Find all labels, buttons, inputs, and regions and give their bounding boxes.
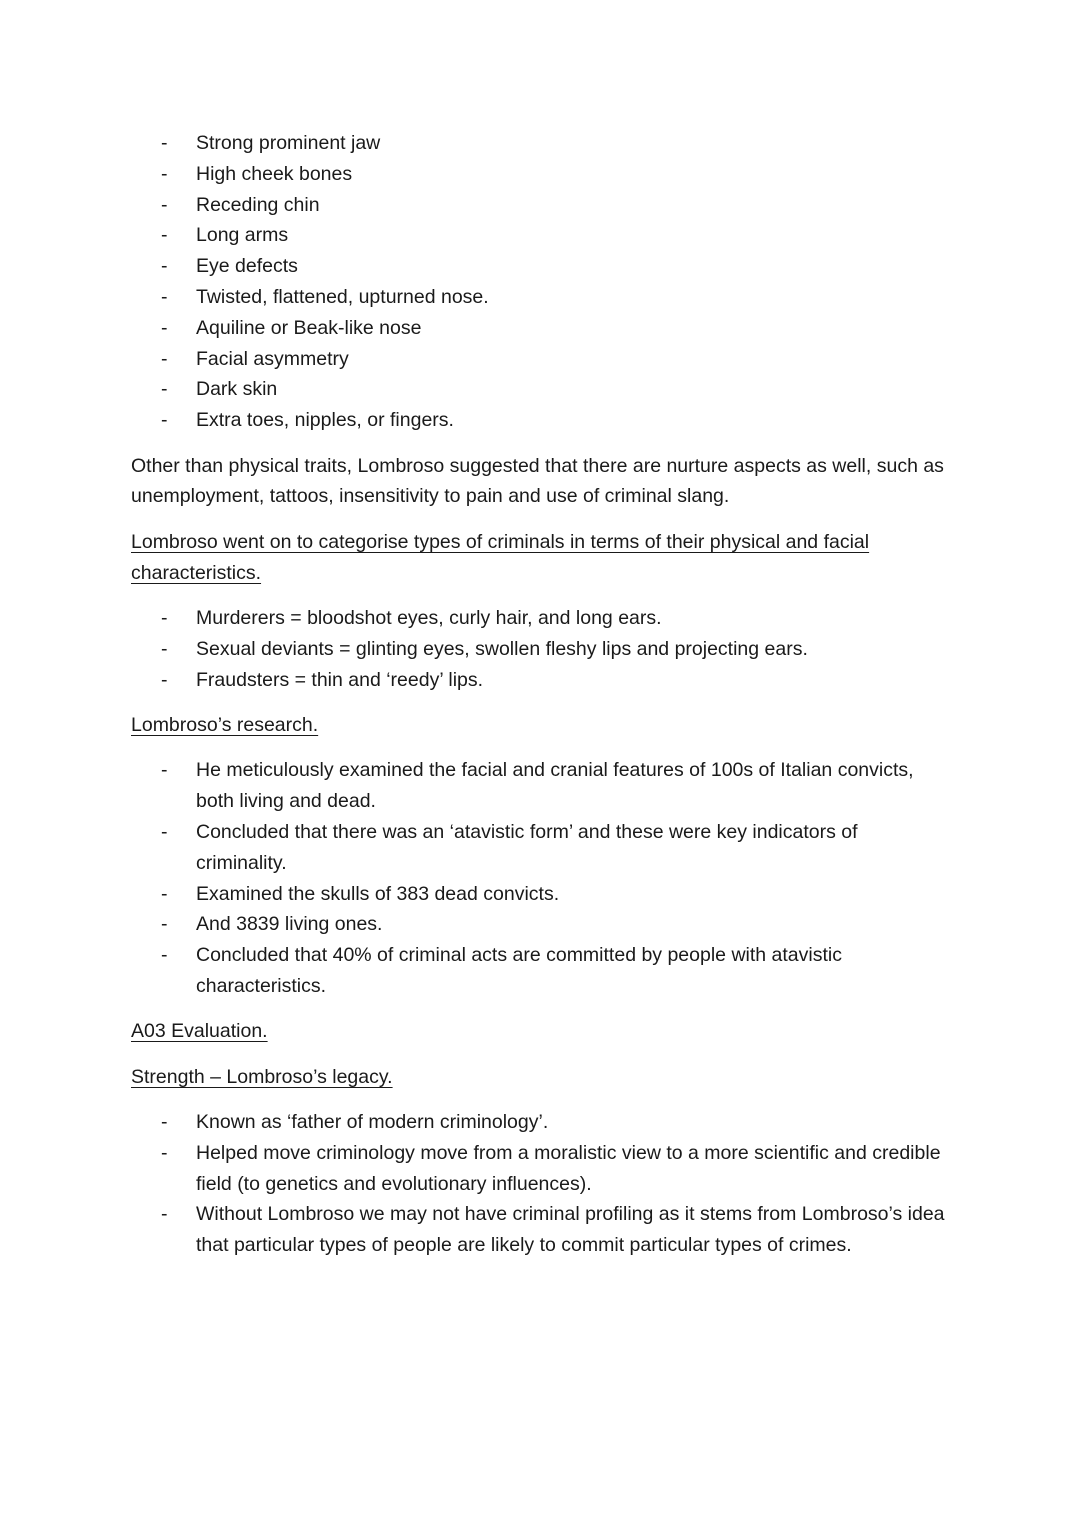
dash-bullet: -: [161, 409, 168, 432]
strength-heading: Strength – Lombroso’s legacy.: [131, 1065, 393, 1088]
list-item: - Concluded that there was an ‘atavistic form’ and these were key indicators of criminality.: [131, 817, 951, 879]
list-item: - Examined the skulls of 383 dead convicts.: [131, 879, 951, 910]
nurture-paragraph: Other than physical traits, Lombroso suggested that there are nurture aspects as well, such as unemployment, tattoos, insensitivity to pain and use of criminal slang.: [131, 454, 944, 508]
list-item: - Fraudsters = thin and ‘reedy’ lips.: [131, 665, 951, 696]
list-item: - High cheek bones: [131, 159, 951, 190]
dash-bullet: -: [161, 285, 168, 308]
list-item: - Known as ‘father of modern criminology’.: [131, 1107, 951, 1138]
criminal-types-list: [131, 603, 951, 695]
dash-bullet: -: [161, 944, 168, 967]
dash-bullet: -: [161, 1203, 168, 1226]
dash-bullet: -: [161, 316, 168, 339]
dash-bullet: -: [161, 1111, 168, 1134]
dash-bullet: -: [161, 637, 168, 660]
dash-bullet: -: [161, 193, 168, 216]
evaluation-heading: A03 Evaluation.: [131, 1020, 268, 1043]
document-page: [131, 128, 951, 1261]
list-item: - Eye defects: [131, 251, 951, 282]
dash-bullet: -: [161, 1141, 168, 1164]
list-item: - Facial asymmetry: [131, 344, 951, 375]
dash-bullet: -: [161, 132, 168, 154]
research-heading: Lombroso’s research.: [131, 713, 319, 736]
dash-bullet: -: [161, 913, 168, 936]
list-item: - Murderers = bloodshot eyes, curly hair, and long ears.: [131, 603, 951, 634]
list-item: - And 3839 living ones.: [131, 909, 951, 940]
dash-bullet: -: [161, 224, 168, 247]
dash-bullet: -: [161, 162, 168, 185]
list-item: - Long arms: [131, 220, 951, 251]
list-item: - Receding chin: [131, 190, 951, 221]
dash-bullet: -: [161, 378, 168, 401]
dash-bullet: -: [161, 255, 168, 278]
strength-list: [131, 1107, 951, 1261]
list-item: - Extra toes, nipples, or fingers.: [131, 405, 951, 436]
dash-bullet: -: [161, 668, 168, 691]
list-item: - Aquiline or Beak-like nose: [131, 313, 951, 344]
research-list: [131, 755, 951, 1001]
list-item: - Dark skin: [131, 374, 951, 405]
list-item: - Strong prominent jaw: [131, 128, 951, 159]
dash-bullet: -: [161, 759, 168, 782]
list-item: - He meticulously examined the facial and cranial features of 100s of Italian convicts, both living and dead.: [131, 755, 951, 817]
list-item: - Without Lombroso we may not have criminal profiling as it stems from Lombroso’s idea that particular types of people are likely to commit particular types of crimes.: [131, 1199, 951, 1261]
dash-bullet: -: [161, 820, 168, 843]
list-item: - Twisted, flattened, upturned nose.: [131, 282, 951, 313]
dash-bullet: -: [161, 606, 168, 629]
traits-list: [131, 128, 951, 436]
list-item: - Helped move criminology move from a moralistic view to a more scientific and credible field (to genetics and evolutionary influences).: [131, 1138, 951, 1200]
categorise-heading: Lombroso went on to categorise types of criminals in terms of their physical and facial characteristics.: [131, 530, 870, 584]
dash-bullet: -: [161, 347, 168, 370]
dash-bullet: -: [161, 882, 168, 905]
list-item: - Concluded that 40% of criminal acts are committed by people with atavistic characteristics.: [131, 940, 951, 1002]
list-item: - Sexual deviants = glinting eyes, swollen fleshy lips and projecting ears.: [131, 634, 951, 665]
